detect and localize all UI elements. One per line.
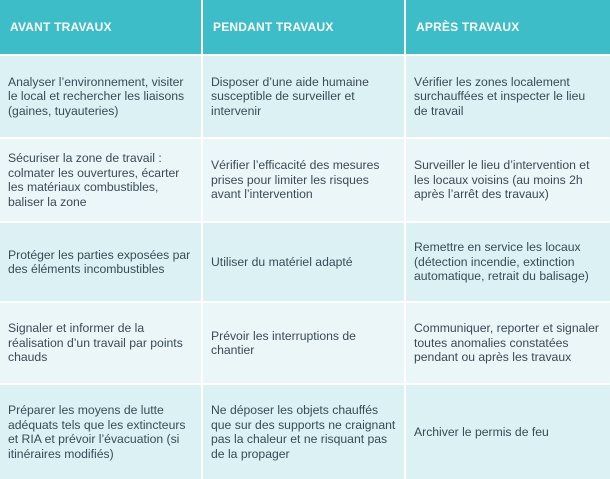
table-cell: Protéger les parties exposées par des éléments incombustibles <box>0 221 203 301</box>
table-cell: Ne déposer les objets chauffés que sur des supports ne craignant pas la chaleur et ne risquant pas de la propager <box>203 383 406 479</box>
table-cell: Analyser l’environnement, visiter le local et rechercher les liaisons (gaines, tuyauteries) <box>0 54 203 137</box>
header-apres-travaux: APRÈS TRAVAUX <box>406 0 610 54</box>
header-avant-travaux: AVANT TRAVAUX <box>0 0 203 54</box>
table-cell: Prévoir les interruptions de chantier <box>203 301 406 383</box>
table-cell: Surveiller le lieu d’intervention et les locaux voisins (au moins 2h après l’arrêt des travaux) <box>406 137 610 221</box>
table-cell: Archiver le permis de feu <box>406 383 610 479</box>
table-cell: Préparer les moyens de lutte adéquats tels que les extincteurs et RIA et prévoir l’évacuation (si itinéraires modifiés) <box>0 383 203 479</box>
table-cell: Disposer d’une aide humaine susceptible de surveiller et intervenir <box>203 54 406 137</box>
table-cell: Vérifier l’efficacité des mesures prises pour limiter les risques avant l’intervention <box>203 137 406 221</box>
table-cell: Utiliser du matériel adapté <box>203 221 406 301</box>
table-cell: Communiquer, reporter et signaler toutes anomalies constatées pendant ou après les travaux <box>406 301 610 383</box>
table-cell: Vérifier les zones localement surchauffées et inspecter le lieu de travail <box>406 54 610 137</box>
table-cell: Sécuriser la zone de travail : colmater les ouvertures, écarter les matériaux combustibles, baliser la zone <box>0 137 203 221</box>
table-cell: Remettre en service les locaux (détection incendie, extinction automatique, retrait du balisage) <box>406 221 610 301</box>
header-pendant-travaux: PENDANT TRAVAUX <box>203 0 406 54</box>
table-cell: Signaler et informer de la réalisation d’un travail par points chauds <box>0 301 203 383</box>
